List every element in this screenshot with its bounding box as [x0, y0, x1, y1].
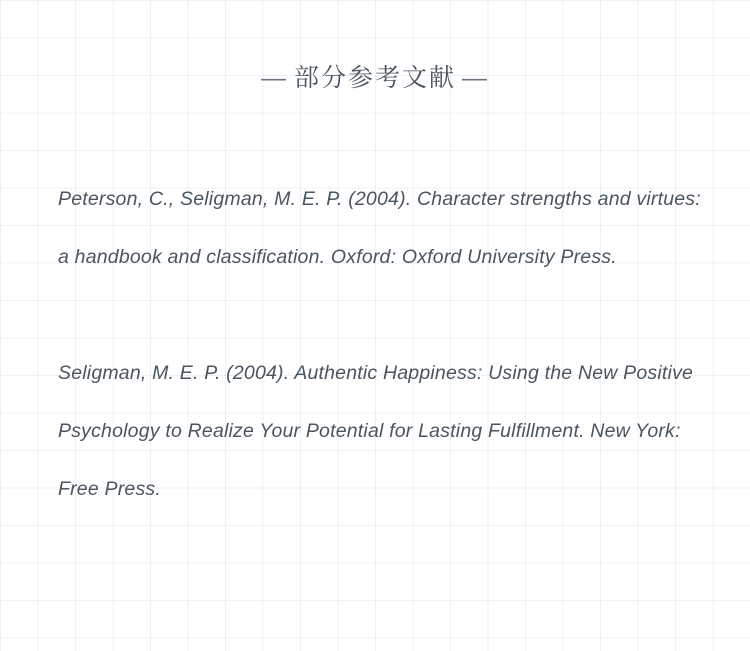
page-title	[0, 58, 750, 94]
title-rule-left: —	[260, 64, 288, 92]
reference-item: Seligman, M. E. P. (2004). Authentic Happiness: Using the New Positive Psychology to Realize Your Potential for Lasting Fulfillment. New York: Free Press.	[58, 362, 694, 500]
title-rule-right: —	[462, 64, 489, 92]
reference-item: Peterson, C., Seligman, M. E. P. (2004). Character strengths and virtues: a handbook and classification. Oxford: Oxford University Press.	[58, 188, 701, 268]
page-title-text: 部分参考文献	[293, 64, 456, 92]
reference-list	[58, 170, 708, 518]
